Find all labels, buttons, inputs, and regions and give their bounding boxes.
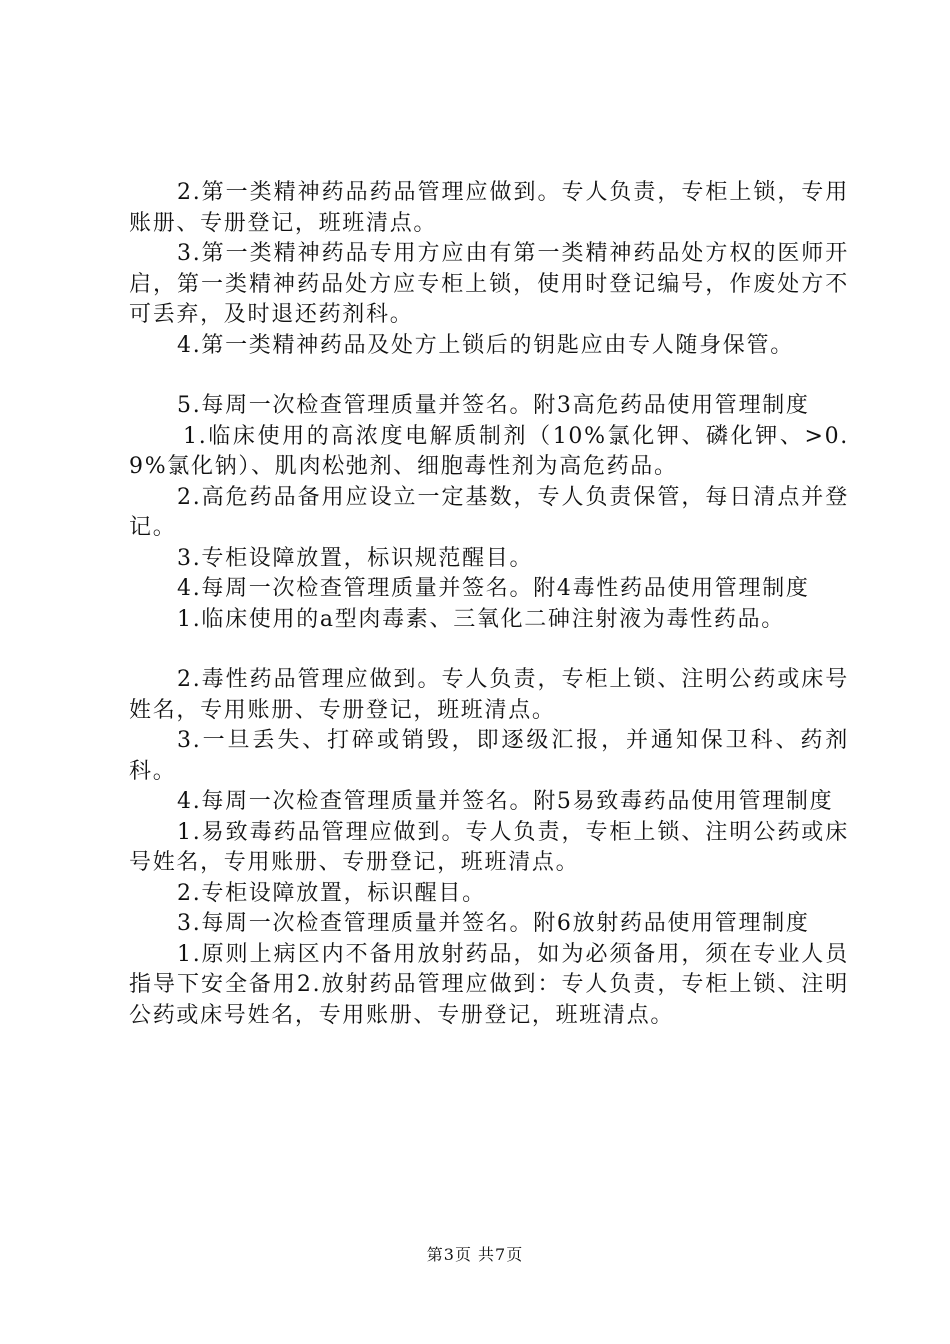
paragraph: 5.每周一次检查管理质量并签名。附3高危药品使用管理制度: [177, 393, 810, 418]
paragraph: 1.原则上病区内不备用放射药品，如为必须备用，须在专业人员指导下安全备用2.放射药品管理应做到：专人负责，专柜上锁、注明公药或床号姓名，专用账册、专册登记，班班清点。: [129, 941, 849, 1028]
paragraph: 1.临床使用的高浓度电解质制剂（10%氯化钾、磷化钾、>0.9%氯化钠）、肌肉松弛剂、细胞毒性剂为高危药品。: [129, 423, 849, 479]
paragraph: 1.临床使用的a型肉毒素、三氧化二砷注射液为毒性药品。: [177, 606, 786, 632]
paragraph: 1.易致毒药品管理应做到。专人负责，专柜上锁、注明公药或床号姓名，专用账册、专册登记，班班清点。: [129, 819, 849, 875]
page-footer: [0, 1245, 950, 1265]
paragraph: 3.每周一次检查管理质量并签名。附6放射药品使用管理制度: [177, 911, 810, 936]
paragraph: 2.第一类精神药品药品管理应做到。专人负责，专柜上锁，专用账册、专册登记，班班清点。: [129, 180, 849, 236]
paragraph: 2.专柜设障放置，标识醒目。: [177, 880, 486, 906]
paragraph: 2.毒性药品管理应做到。专人负责，专柜上锁、注明公药或床号姓名，专用账册、专册登记，班班清点。: [129, 667, 849, 723]
paragraph: 4.第一类精神药品及处方上锁后的钥匙应由专人随身保管。: [177, 332, 794, 358]
paragraph: 3.专柜设障放置，标识规范醒目。: [177, 545, 534, 571]
paragraph: 4.每周一次检查管理质量并签名。附5易致毒药品使用管理制度: [177, 789, 834, 814]
document-body: [129, 178, 849, 1031]
page-number-label: 第3页 共7页: [426, 1245, 524, 1264]
paragraph: 3.第一类精神药品专用方应由有第一类精神药品处方权的医师开启，第一类精神药品处方应专柜上锁，使用时登记编号，作废处方不可丢弃，及时退还药剂科。: [129, 241, 849, 327]
paragraph: 4.每周一次检查管理质量并签名。附4毒性药品使用管理制度: [177, 576, 810, 601]
paragraph: 3.一旦丢失、打碎或销毁，即逐级汇报，并通知保卫科、药剂科。: [129, 728, 849, 784]
paragraph: 2.高危药品备用应设立一定基数，专人负责保管，每日清点并登记。: [129, 484, 849, 540]
